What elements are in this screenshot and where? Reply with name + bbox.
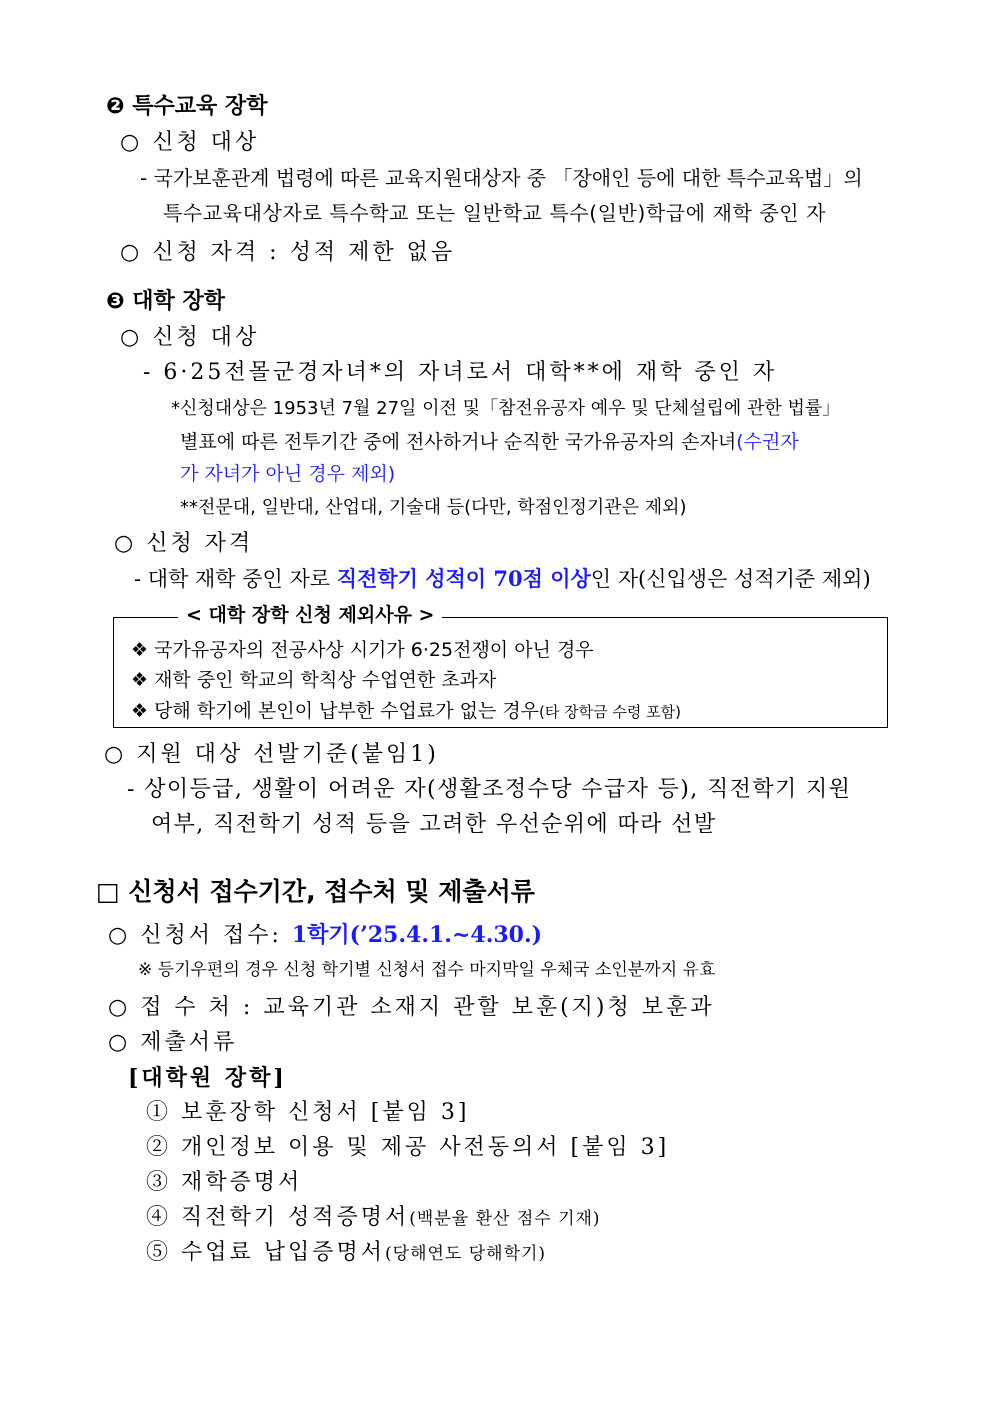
qualification-text: - 대학 재학 중인 자로: [134, 567, 337, 591]
document-item: [146, 1168, 302, 1198]
graduate-scholarship-label: [대학원 장학]: [128, 1065, 287, 1091]
document-item-text: ③ 재학증명서: [146, 1170, 303, 1195]
document-item-text: ② 개인정보 이용 및 제공 사전동의서 [붙임 3]: [146, 1135, 670, 1160]
qualification-text: 인 자(신입생은 성적기준 제외): [590, 567, 871, 591]
exclusion-item: [131, 696, 681, 727]
section-heading-university: ❸ 대학 장학: [106, 289, 225, 314]
apply-target-line: - 6·25전몰군경자녀*의 자녀로서 대학**에 재학 중인 자: [143, 360, 778, 385]
footnote-line: [180, 427, 799, 457]
selection-criteria-line: - 상이등급, 생활이 어려운 자(생활조정수당 수급자 등), 직전학기 지원: [127, 777, 852, 802]
document-item-text: ① 보훈장학 신청서 [붙임 3]: [146, 1100, 470, 1125]
footnote-line: *신청대상은 1953년 7월 27일 이전 및「참전유공자 예우 및 단체설립에 관한 법률」: [171, 398, 841, 419]
footnote-highlight: (수권자: [736, 431, 799, 453]
exclusion-item: ❖ 국가유공자의 전공사상 시기가 6·25전쟁이 아닌 경우: [131, 639, 594, 661]
selection-criteria-line: 여부, 직전학기 성적 등을 고려한 우선순위에 따라 선발: [151, 812, 717, 837]
qualification-highlight: 직전학기 성적이 70점 이상: [336, 566, 591, 591]
section-heading-submission: □ 신청서 접수기간, 접수처 및 제출서류: [96, 877, 535, 906]
document-item: [146, 1133, 669, 1163]
receipt-period: [108, 920, 542, 951]
document-item: [146, 1238, 546, 1269]
apply-qualification: ○ 신청 자격 : 성적 제한 없음: [120, 240, 456, 265]
exclusion-item-text: ❖ 당해 학기에 본인이 납부한 수업료가 없는 경우: [131, 700, 540, 722]
exclusion-box-title: < 대학 장학 신청 제외사유 >: [178, 600, 442, 630]
receipt-label: ○ 신청서 접수:: [108, 923, 292, 948]
document-item: [146, 1203, 601, 1234]
apply-target-label: ○ 신청 대상: [120, 130, 260, 155]
footnote-highlight: 가 자녀가 아닌 경우 제외): [180, 463, 396, 485]
receipt-place: ○ 접 수 처 : 교육기관 소재지 관할 보훈(지)청 보훈과: [108, 995, 715, 1020]
apply-qualification-line: [134, 564, 871, 594]
apply-target-line: - 국가보훈관계 법령에 따른 교육지원대상자 중 「장애인 등에 대한 특수교육법」의: [140, 166, 863, 190]
document-item: [146, 1098, 469, 1128]
document-item-text: ④ 직전학기 성적증명서: [146, 1205, 410, 1230]
mail-note: ※ 등기우편의 경우 신청 학기별 신청서 접수 마지막일 우체국 소인분까지 유효: [138, 960, 716, 980]
receipt-value: 1학기(’25.4.1.~4.30.): [291, 922, 543, 948]
apply-target-label: ○ 신청 대상: [120, 325, 260, 350]
document-item-note: (백분율 환산 점수 기재): [409, 1209, 601, 1229]
exclusion-item: ❖ 재학 중인 학교의 학칙상 수업연한 초과자: [131, 669, 497, 691]
footnote-text: 별표에 따른 전투기간 중에 전사하거나 순직한 국가유공자의 손자녀: [180, 431, 737, 453]
apply-qualification-label: ○ 신청 자격: [114, 531, 254, 556]
document-item-note: (당해연도 당해학기): [385, 1244, 547, 1264]
selection-criteria-label: ○ 지원 대상 선발기준(붙임1): [104, 742, 439, 767]
apply-target-line: 특수교육대상자로 특수학교 또는 일반학교 특수(일반)학급에 재학 중인 자: [163, 201, 827, 225]
document-item-text: ⑤ 수업료 납입증명서: [146, 1240, 386, 1265]
section-heading-special-education: ❷ 특수교육 장학: [106, 94, 268, 119]
exclusion-item-note: (타 장학금 수령 포함): [539, 703, 681, 721]
footnote-line: **전문대, 일반대, 산업대, 기술대 등(다만, 학점인정기관은 제외): [180, 497, 687, 518]
documents-label: ○ 제출서류: [108, 1030, 238, 1055]
